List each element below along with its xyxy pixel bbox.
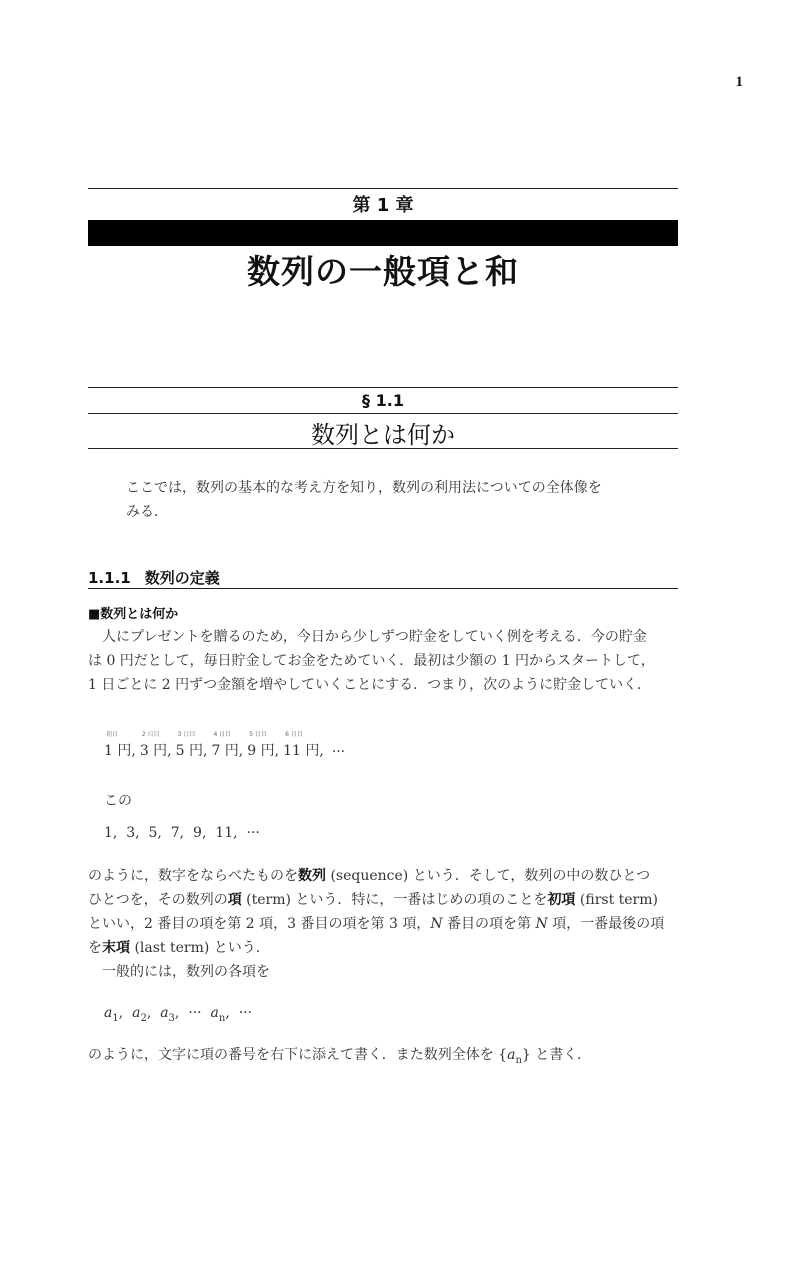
number-sequence: 1, 3, 5, 7, 9, 11, ··· [104,825,260,841]
text-run: のように，数字をならべたものを [88,868,298,884]
intro-line: みる． [126,504,168,520]
term-first-term: 初項 [547,892,576,908]
day-ruby: 初日 [106,731,119,738]
subsection-heading [88,567,678,589]
math-var: N [430,916,443,932]
text-run: ひとつを，その数列の [88,892,228,908]
day-amount: 5 円, [175,743,208,759]
math-ellipsis: ··· [188,1005,202,1021]
math-var: a [160,1005,169,1021]
savings-ellipsis: ··· [331,744,346,760]
paragraph-heading: ■数列とは何か [88,607,179,622]
intro-line: ここでは，数列の基本的な考え方を知り，数列の利用法についての全体像を [126,480,602,496]
kono-line: この [104,793,132,809]
text-line: 一般的には，数列の各項を [102,964,270,980]
text-run: (last term) という． [130,940,270,956]
math-comma: , [146,1005,152,1021]
savings-day [283,731,324,760]
text-run: を [88,940,102,956]
text-run: といい，2 番目の項を第 2 項，3 番目の項を第 3 項， [88,916,431,932]
text-line: 人にプレゼントを贈るのため，今日から少しずつ貯金をしていく例を考える．今の貯金 [102,629,647,645]
day-ruby: 3 日目 [177,731,196,738]
text-run: 項，一番最後の項 [547,916,665,932]
chapter-title: 数列の一般項と和 [247,252,519,291]
math-sub: 2 [140,1012,147,1024]
text-run: (first term) [575,892,658,908]
text-line [88,912,680,936]
savings-day [247,731,280,760]
section-label: § 1.1 [362,391,404,410]
math-var: a [507,1047,516,1063]
day-ruby: 4 日目 [213,731,232,738]
day-ruby: 6 日目 [285,731,303,738]
math-comma: , [225,1005,230,1021]
text-run: (term) という．特に，一番はじめの項のことを [241,892,548,908]
math-var: a [210,1005,219,1021]
day-amount: 11 円, [283,743,324,759]
savings-day [139,731,172,760]
chapter-black-bar [88,220,678,246]
savings-day [175,731,208,760]
section-top-rule [88,387,678,388]
math-sub: n [218,1012,226,1024]
text-run: } と書く． [521,1047,591,1063]
text-run: 番目の項を第 [442,916,536,932]
paragraph-definitions [88,864,680,984]
savings-day [104,731,136,760]
text-line: 1 日ごとに 2 円ずつ金額を増やしていくことにする．つまり，次のように貯金していく． [88,677,651,693]
math-comma: , [118,1005,124,1021]
math-var: N [535,916,548,932]
subsection-title: 数列の定義 [144,569,220,587]
savings-day [211,731,244,760]
section-middle-rule [88,413,678,414]
page-number: 1 [735,74,743,90]
text-run: (sequence) という．そして，数列の中の数ひとつ [326,868,651,884]
math-sub: 3 [168,1012,175,1024]
math-var: a [132,1005,141,1021]
day-amount: 1 円, [104,743,136,759]
day-amount: 3 円, [139,743,172,759]
day-ruby: 2 日目 [141,731,160,738]
savings-sequence [104,731,346,760]
text-line: は 0 円だとして，毎日貯金してお金をためていく．最初は少額の 1 円からスタートして， [88,653,655,669]
text-line [88,936,680,960]
day-amount: 9 円, [247,743,280,759]
section-intro [126,476,656,524]
day-amount: 7 円, [211,743,244,759]
math-ellipsis: ··· [238,1005,253,1021]
term-term: 項 [227,892,242,908]
general-terms [104,1005,252,1024]
term-last-term: 末項 [102,940,130,956]
closing-line [88,1043,680,1073]
chapter-label: 第 1 章 [352,195,414,216]
text-line [88,864,680,888]
math-comma: , [174,1005,180,1021]
math-sub: n [515,1054,522,1066]
term-sequence: 数列 [298,868,326,884]
paragraph-savings [88,625,680,697]
section-bottom-rule [88,448,678,449]
chapter-top-rule [88,188,678,189]
day-ruby: 5 日目 [249,731,267,738]
math-sub: 1 [112,1012,119,1024]
text-line [88,888,680,912]
subsection-number: 1.1.1 [88,569,131,587]
math-var: a [104,1005,113,1021]
text-run: のように，文字に項の番号を右下に添えて書く．また数列全体を { [88,1047,508,1063]
section-title: 数列とは何か [311,421,455,449]
